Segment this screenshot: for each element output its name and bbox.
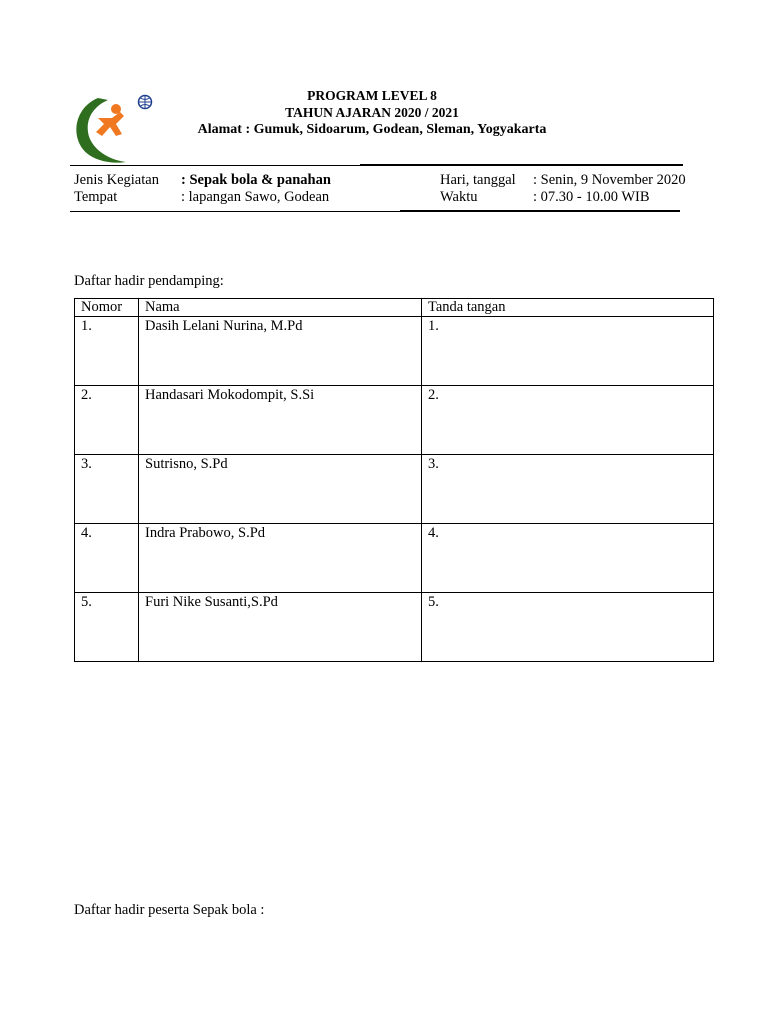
tempat-label: Tempat <box>74 189 118 205</box>
row-number: 1. <box>75 317 139 386</box>
table-row <box>75 317 714 386</box>
program-title: PROGRAM LEVEL 8 <box>307 88 437 103</box>
peserta-title: Daftar hadir peserta Sepak bola : <box>74 902 265 918</box>
row-name: Dasih Lelani Nurina, M.Pd <box>139 317 422 386</box>
jenis-kegiatan-value: : Sepak bola & panahan <box>181 172 331 188</box>
info-divider-thick <box>400 210 680 212</box>
table-row <box>75 524 714 593</box>
table-header-row <box>75 299 714 317</box>
school-address: Alamat : Gumuk, Sidoarum, Godean, Sleman, Yogyakarta <box>197 122 547 137</box>
row-name: Indra Prabowo, S.Pd <box>139 524 422 593</box>
column-header-tanda-tangan: Tanda tangan <box>422 299 714 317</box>
row-name: Sutrisno, S.Pd <box>139 455 422 524</box>
row-number: 2. <box>75 386 139 455</box>
row-signature-cell: 3. <box>422 455 714 524</box>
row-signature-cell: 5. <box>422 593 714 662</box>
jenis-kegiatan-label: Jenis Kegiatan <box>74 172 159 188</box>
header-divider-thick <box>360 164 683 166</box>
pendamping-title: Daftar hadir pendamping: <box>74 273 224 289</box>
waktu-value: : 07.30 - 10.00 WIB <box>533 189 650 205</box>
row-number: 3. <box>75 455 139 524</box>
row-name: Furi Nike Susanti,S.Pd <box>139 593 422 662</box>
header-divider-thin <box>70 165 360 166</box>
row-number: 5. <box>75 593 139 662</box>
table-row <box>75 455 714 524</box>
info-divider-thin <box>70 211 400 212</box>
hari-tanggal-label: Hari, tanggal <box>440 172 516 188</box>
academic-year: TAHUN AJARAN 2020 / 2021 <box>285 105 459 120</box>
pendamping-attendance-table <box>74 298 714 662</box>
waktu-label: Waktu <box>440 189 478 205</box>
column-header-nama: Nama <box>139 299 422 317</box>
row-signature-cell: 1. <box>422 317 714 386</box>
row-signature-cell: 2. <box>422 386 714 455</box>
hari-tanggal-value: : Senin, 9 November 2020 <box>533 172 686 188</box>
tempat-value: : lapangan Sawo, Godean <box>181 189 330 205</box>
table-row <box>75 386 714 455</box>
table-row <box>75 593 714 662</box>
row-name: Handasari Mokodompit, S.Si <box>139 386 422 455</box>
column-header-nomor: Nomor <box>75 299 139 317</box>
row-signature-cell: 4. <box>422 524 714 593</box>
row-number: 4. <box>75 524 139 593</box>
